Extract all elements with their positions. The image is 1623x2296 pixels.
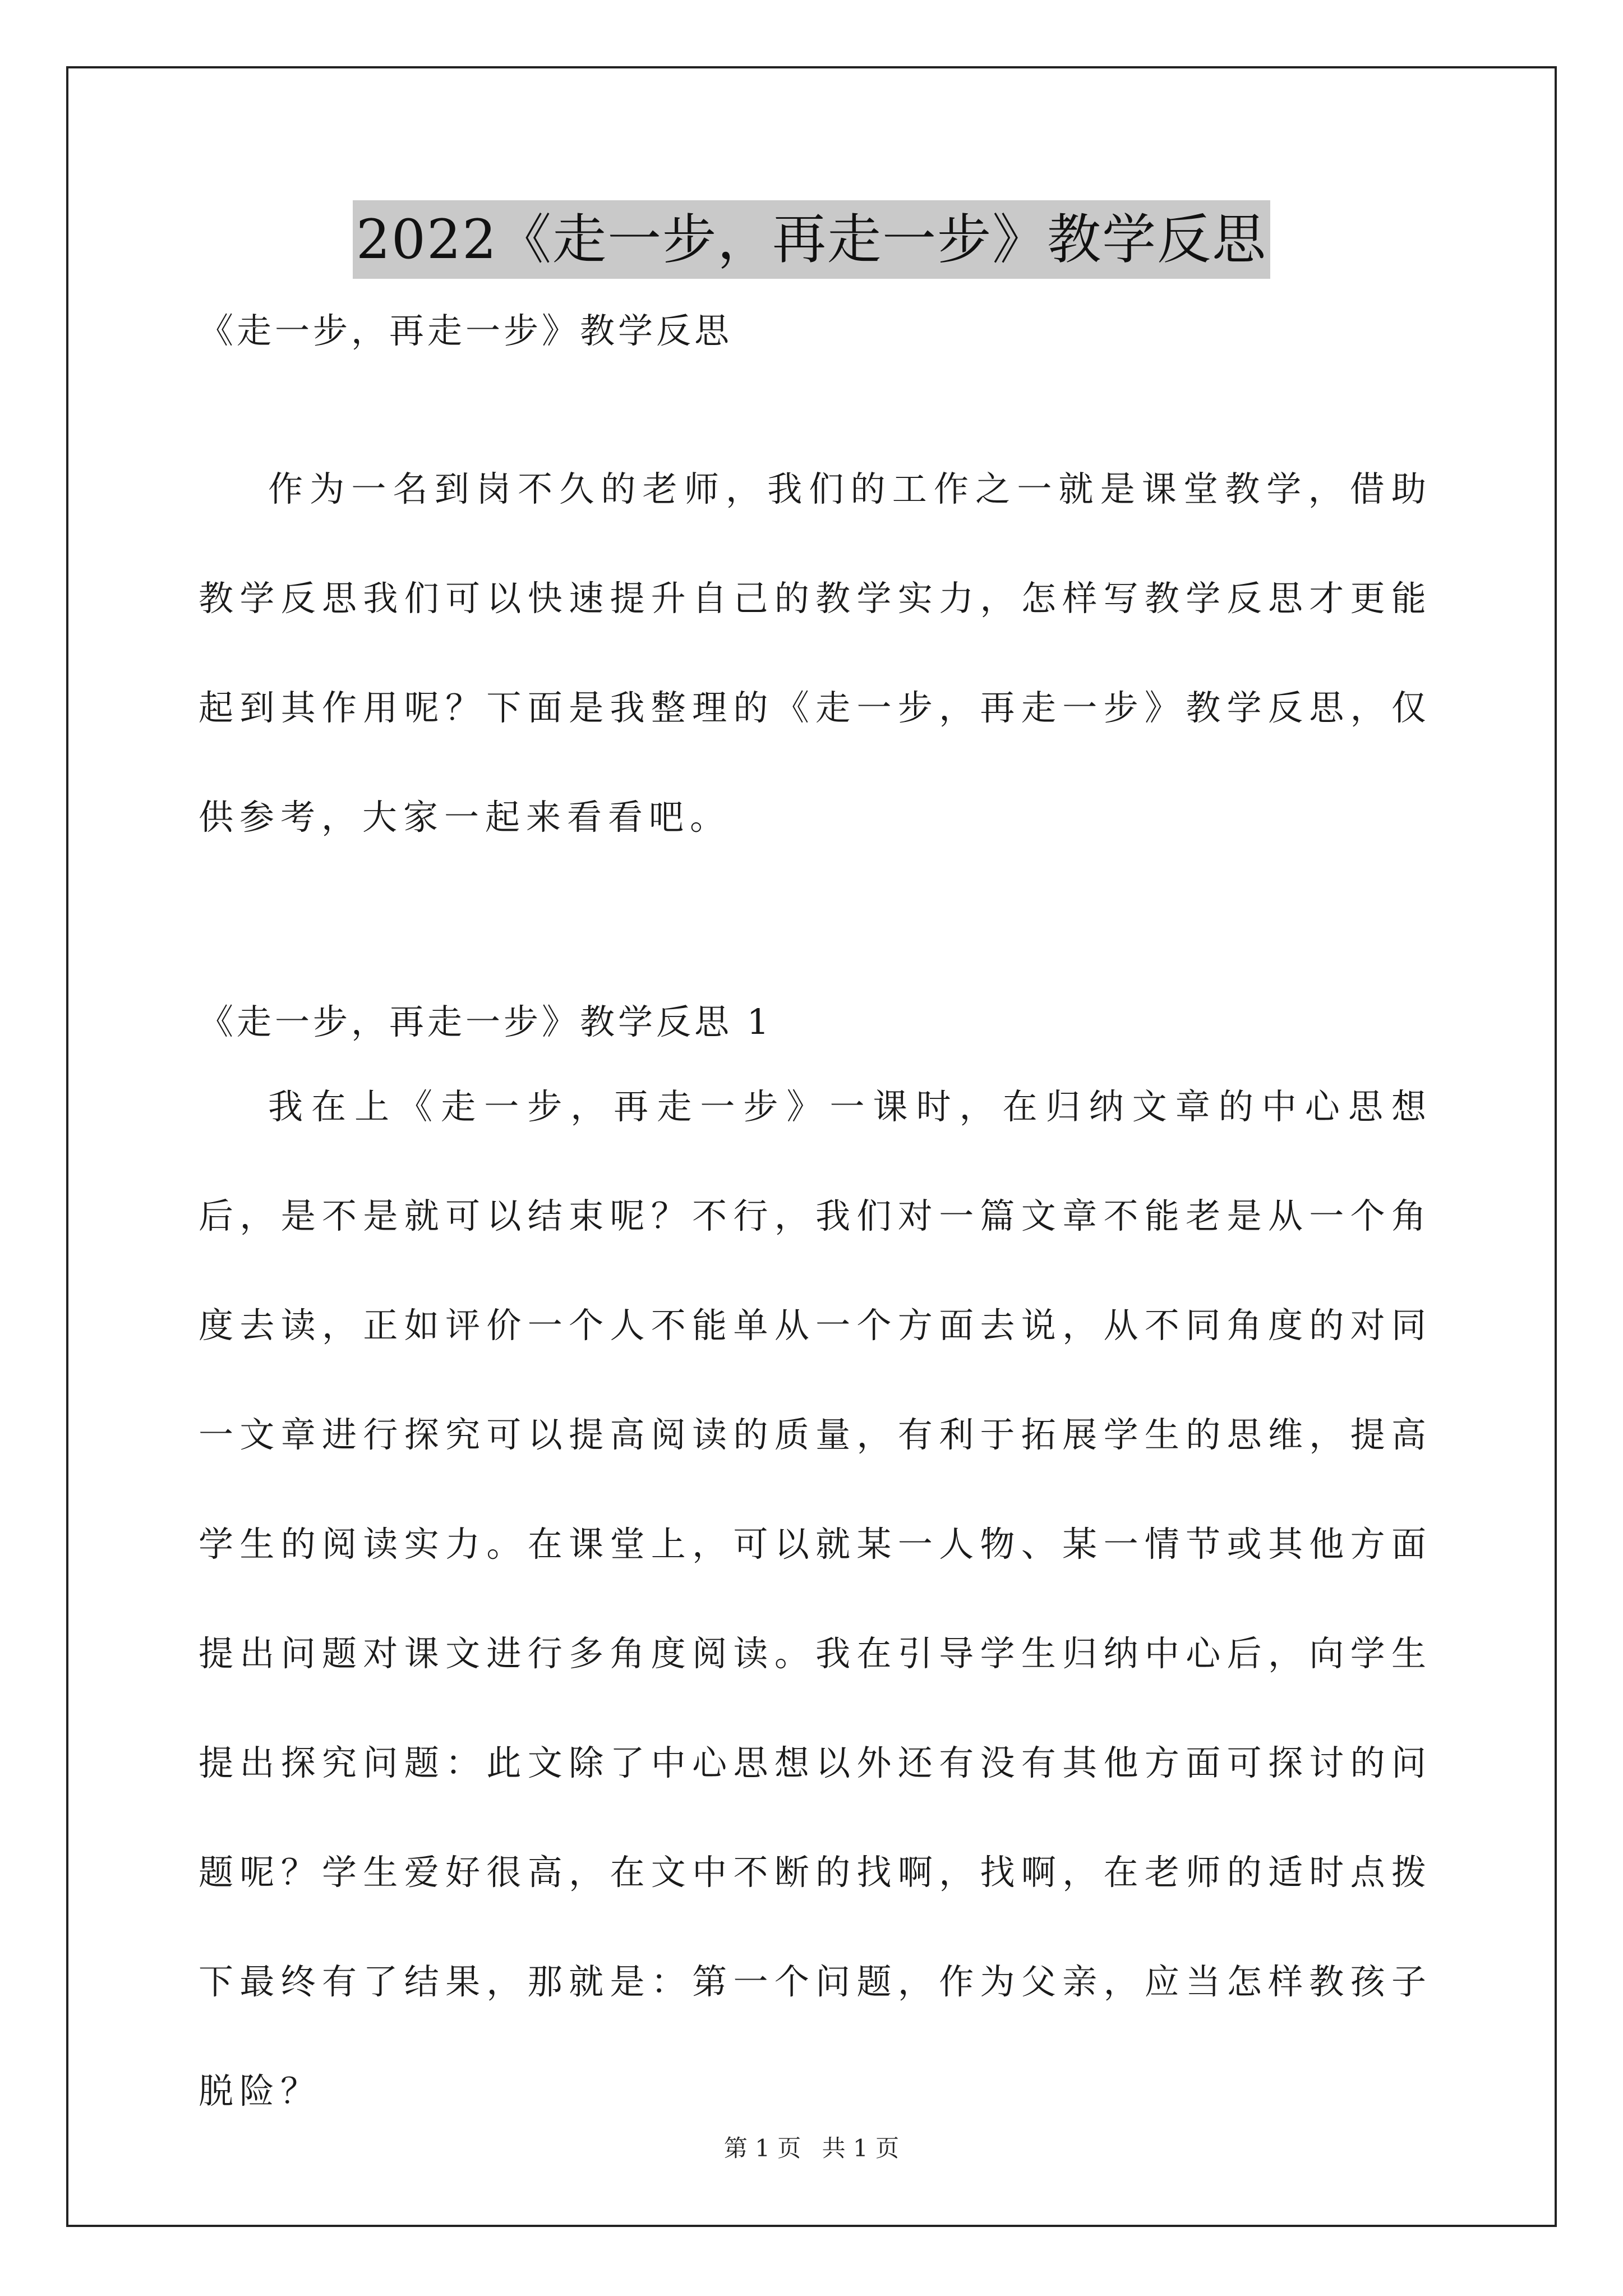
intro-paragraph: 作为一名到岗不久的老师，我们的工作之一就是课堂教学，借助教学反思我们可以快速提升自己的教学实力，怎样写教学反思才更能起到其作用呢？下面是我整理的《走一步，再走一步》教学反思，仅供参考，大家一起来看看吧。 [199, 468, 1432, 838]
subtitle-block [199, 306, 1432, 356]
title-container [0, 200, 1623, 279]
section-block [199, 1052, 1432, 2146]
document-title: 2022《走一步，再走一步》教学反思 [353, 200, 1270, 279]
page-total: 共 1 页 [822, 2134, 900, 2162]
section-heading: 《走一步，再走一步》教学反思 1 [199, 1001, 773, 1042]
document-subtitle: 《走一步，再走一步》教学反思 [199, 310, 733, 351]
page-footer [0, 2132, 1623, 2165]
section-paragraph: 我在上《走一步，再走一步》一课时，在归纳文章的中心思想后，是不是就可以结束呢？不行，我们对一篇文章不能老是从一个角度去读，正如评价一个人不能单从一个方面去说，从不同角度的对同一文章进行探究可以提高阅读的质量，有利于拓展学生的思维，提高学生的阅读实力。在课堂上，可以就某一人物、某一情节或其他方面提出问题对课文进行多角度阅读。我在引导学生归纳中心后，向学生提出探究问题：此文除了中心思想以外还有没有其他方面可探讨的问题呢？学生爱好很高，在文中不断的找啊，找啊，在老师的适时点拨下最终有了结果，那就是：第一个问题，作为父亲，应当怎样教孩子脱险？ [199, 1086, 1432, 2111]
page-number: 第 1 页 [723, 2134, 801, 2162]
section-heading-block [199, 997, 1432, 1047]
intro-block [199, 434, 1432, 872]
